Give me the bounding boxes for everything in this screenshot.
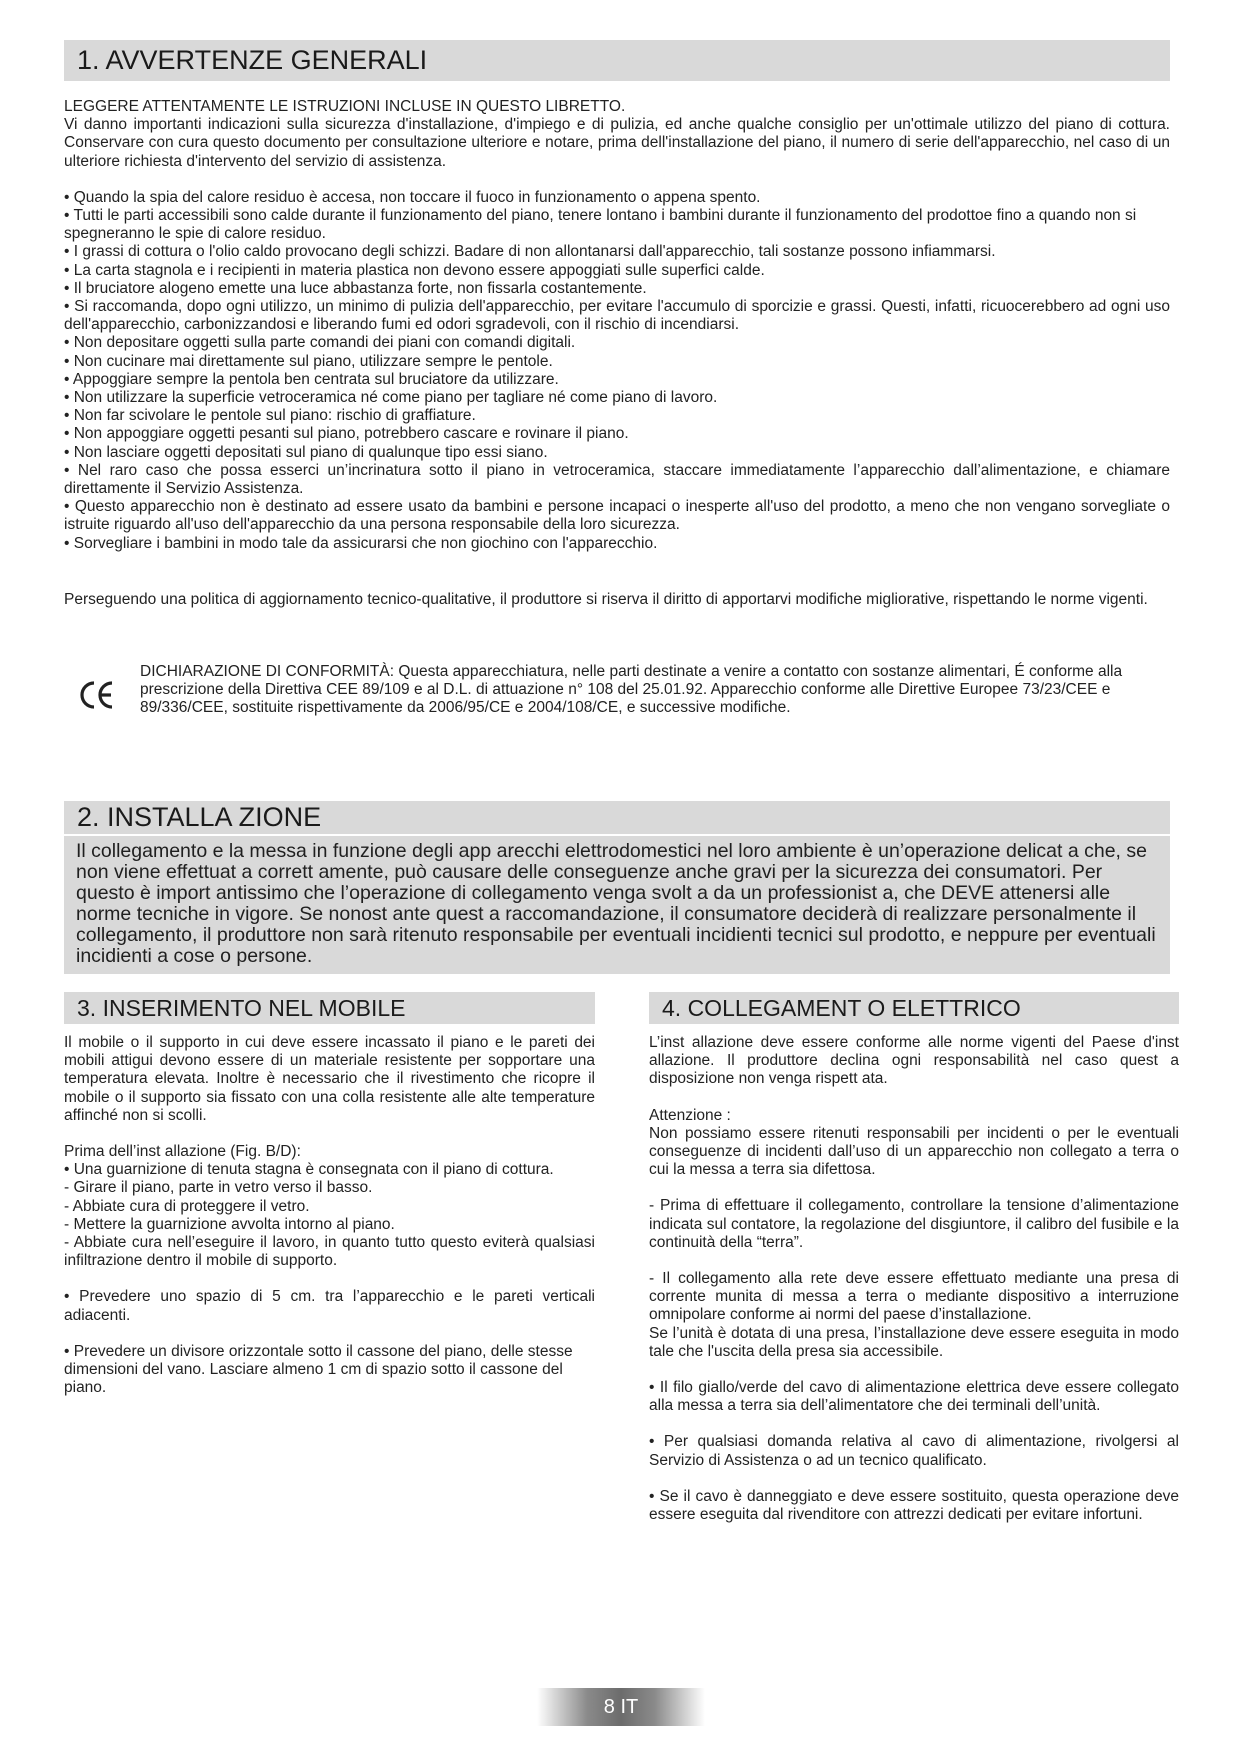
- section-3-title: 3. INSERIMENTO NEL MOBILE: [77, 995, 406, 1021]
- section-1-title: 1. AVVERTENZE GENERALI: [77, 45, 428, 75]
- list-item: - Abbiate cura di proteggere il vetro.: [64, 1197, 310, 1215]
- service-paragraph: • Per qualsiasi domanda relativa al cavo di alimentazione, rivolgersi al Servizio di Assistenza o ad un tecnico qualificato.: [649, 1433, 1179, 1469]
- ce-mark-icon: [76, 675, 116, 715]
- section-3-header: [64, 992, 595, 1024]
- section-2-title: 2. INSTALLA ZIONE: [77, 802, 322, 832]
- compliance-paragraph: L’inst allazione deve essere conforme alle norme vigenti del Paese d'inst allazione. Il produttore declina ogni responsabilità nel caso quest a disposizione non venga rispett ata.: [649, 1034, 1179, 1088]
- list-item: • Nel raro caso che possa esserci un’incrinatura sotto il piano in vetroceramica, staccare immediatamente l’apparecchio dall’alimentazione, e chiamare direttamente il Servizio Assistenza.: [64, 461, 1170, 498]
- list-item: • Questo apparecchio non è destinato ad essere usato da bambini e persone incapaci o inesperte all'uso del prodotto, a meno che non vengano sorvegliate o istruite riguardo all'uso dell'apparecchio da una persona responsabile della loro sicurezza.: [64, 498, 1170, 534]
- list-item: - Mettere la guarnizione avvolta intorno al piano.: [64, 1215, 395, 1233]
- section-4-title: 4. COLLEGAMENT O ELETTRICO: [662, 995, 1021, 1021]
- steps-title: Prima dell’inst allazione (Fig. B/D):: [64, 1143, 301, 1161]
- list-item: • Appoggiare sempre la pentola ben centrata sul bruciatore da utilizzare.: [64, 370, 559, 388]
- list-item: • I grassi di cottura o l'olio caldo provocano degli schizzi. Badare di non allontanarsi dall'apparecchio, tali sostanze possono infiammarsi.: [64, 243, 996, 261]
- list-item: • La carta stagnola e i recipienti in materia plastica non devono essere appoggiati sulle superfici calde.: [64, 261, 765, 279]
- policy-paragraph: Perseguendo una politica di aggiornamento tecnico-qualitative, il produttore si riserva il diritto di apportarvi modifiche migliorative, rispettando le norme vigenti.: [64, 590, 1148, 608]
- declaration-text: DICHIARAZIONE DI CONFORMITÀ: Questa apparecchiatura, nelle parti destinate a venire a contatto con sostanze alimentari, É conforme alla prescrizione della Direttiva CEE 89/109 e al D.L. di attuazione n° 108 del 25.01.92. Apparecchio conforme alle Direttive Europee 73/23/CEE e 89/336/CEE, sostituite rispettivamente da 2006/95/CE e 2004/108/CE, e successive modifiche.: [140, 663, 1123, 717]
- list-item: • Non cucinare mai direttamente sul piano, utilizzare sempre le pentole.: [64, 352, 553, 370]
- ground-wire-paragraph: • Il filo giallo/verde del cavo di alimentazione elettrica deve essere collegato alla messa a terra sia dell’alimentatore che dei terminali dell’unità.: [649, 1379, 1179, 1415]
- list-item: • Non depositare oggetti sulla parte comandi dei piani con comandi digitali.: [64, 334, 576, 352]
- intro-heading: LEGGERE ATTENTAMENTE LE ISTRUZIONI INCLUSE IN QUESTO LIBRETTO.: [64, 98, 626, 115]
- list-item: - Girare il piano, parte in vetro verso il basso.: [64, 1179, 373, 1197]
- page-number: 8 IT: [603, 1696, 639, 1718]
- section-2-body: [64, 836, 1170, 974]
- list-item: • Non appoggiare oggetti pesanti sul piano, potrebbero cascare e rovinare il piano.: [64, 425, 629, 443]
- intro-paragraph: Vi danno importanti indicazioni sulla sicurezza d'installazione, d'impiego e di pulizia, ed anche qualche consiglio per un'ottimale utilizzo del piano di cottura. Conservare con cura questo documento per consultazione ulteriore e notare, prima dell'installazione del piano, il numero di serie dell'apparecchio, nel caso di un ulteriore richiesta d'intervento del servizio di assistenza.: [64, 116, 1170, 170]
- list-item: • Tutti le parti accessibili sono calde durante il funzionamento del piano, tenere lontano i bambini durante il funzionamento del prodottoe fino a quando non si spegneranno le spie di calore residuo.: [64, 207, 1137, 243]
- list-item: • Il bruciatore alogeno emette una luce abbastanza forte, non fissarla costantemente.: [64, 279, 647, 297]
- list-item: - Abbiate cura nell’eseguire il lavoro, in quanto tutto questo eviterà qualsiasi infiltrazione dentro il mobile di supporto.: [64, 1234, 595, 1270]
- section-1-header: [64, 40, 1170, 81]
- list-item: • Non far scivolare le pentole sul piano: rischio di graffiature.: [64, 407, 476, 425]
- voltage-check-paragraph: - Prima di effettuare il collegamento, controllare la tensione d’alimentazione indicata sul contatore, la regolazione del disgiuntore, il calibro del fusibile e la continuità della “terra”.: [649, 1197, 1179, 1251]
- divider-paragraph: • Prevedere un divisore orizzontale sotto il cassone del piano, delle stesse dimensioni del vano. Lasciare almeno 1 cm di spazio sotto il cassone del piano.: [64, 1342, 573, 1397]
- warnings-list: [64, 189, 1170, 553]
- section-1-body: [64, 98, 1170, 609]
- section-4-body: [649, 1034, 1179, 1524]
- attention-paragraph: Non possiamo essere ritenuti responsabili per incidenti o per le eventuali conseguenze di incidenti dall’uso di un apparecchio non collegato a terra o cui la messa a terra sia difettosa.: [649, 1124, 1179, 1179]
- list-item: • Si raccomanda, dopo ogni utilizzo, un minimo di pulizia dell'apparecchio, per evitare l'accumulo di sporcizie e grassi. Questi, infatti, ricuocerebbero ad ogni uso dell'apparecchio, carbonizzandosi e liberando fumi ed odori sgradevoli, con il rischio di incendiarsi.: [64, 298, 1170, 334]
- list-item: • Non lasciare oggetti depositati sul piano di qualunque tipo essi siano.: [64, 443, 548, 461]
- spacing-paragraph: • Prevedere uno spazio di 5 cm. tra l’apparecchio e le pareti verticali adiacenti.: [64, 1288, 595, 1324]
- section-4-header: [649, 992, 1179, 1024]
- section-3-body: [64, 1034, 595, 1397]
- cable-replacement-paragraph: • Se il cavo è danneggiato e deve essere sostituito, questa operazione deve essere eseguita dal rivenditore con attrezzi dedicati per evitare infortuni.: [649, 1487, 1179, 1524]
- attention-title: Attenzione :: [649, 1106, 731, 1124]
- furniture-paragraph: Il mobile o il supporto in cui deve essere incassato il piano e le pareti dei mobili attigui devono essere di un materiale resistente per sopportare una temperatura elevata. Inoltre è necessario che il rivestimento che ricopre il mobile o il supporto sia fissato con una colla resistente alle alte temperature affinché non si scolli.: [64, 1034, 595, 1124]
- list-item: • Non utilizzare la superficie vetroceramica né come piano per tagliare né come piano di lavoro.: [64, 389, 718, 407]
- list-item: • Sorvegliare i bambini in modo tale da assicurarsi che non giochino con l'apparecchio.: [64, 534, 658, 552]
- plug-paragraph: Se l’unità è dotata di una presa, l’installazione deve essere eseguita in modo tale che l'uscita della presa sia accessibile.: [649, 1324, 1179, 1360]
- page-number-badge: [537, 1688, 705, 1726]
- mains-connection-paragraph: - Il collegamento alla rete deve essere effettuato mediante una presa di corrente munita di messa a terra o mediante dispositivo a interruzione omnipolare conforme ai normi del paese d’installazione.: [649, 1270, 1179, 1324]
- list-item: • Quando la spia del calore residuo è accesa, non toccare il fuoco in funzionamento o appena spento.: [64, 188, 761, 206]
- list-item: • Una guarnizione di tenuta stagna è consegnata con il piano di cottura.: [64, 1161, 554, 1179]
- installation-paragraph: Il collegamento e la messa in funzione degli app arecchi elettrodomestici nel loro ambiente è un’operazione delicat a che, se non viene effettuat a corrett amente, può causare delle conseguenze anche gravi per la sicurezza dei consumatori. Per questo è import antissimo che l’operazione di collegamento venga svolt a da un professionist a, che DEVE attenersi alle norme tecniche in vigore. Se nonost ante quest a raccomandazione, il consumatore deciderà di realizzare personalmente il collegamento, il produttore non sarà ritenuto responsabile per eventuali incidienti tecnici sul prodotto, e neppure per eventuali incidienti a cose o persone.: [76, 840, 1156, 967]
- section-2-header: [64, 801, 1170, 834]
